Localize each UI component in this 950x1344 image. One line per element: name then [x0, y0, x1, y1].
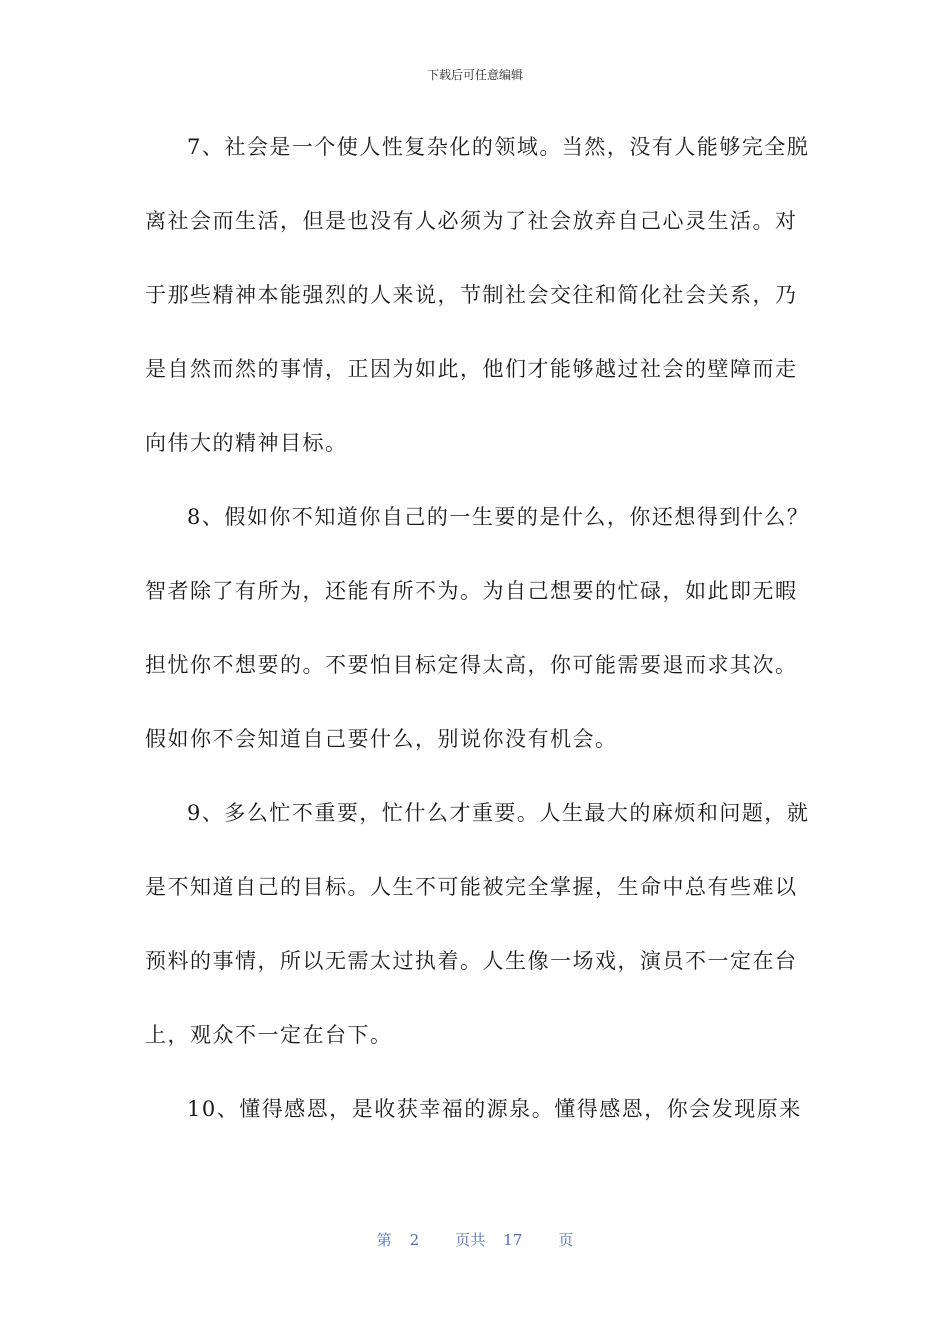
footer-prefix: 第 [376, 1231, 392, 1249]
paragraph-9-line-1: 9、多么忙不重要，忙什么才重要。人生最大的麻烦和问题，就 [187, 801, 810, 825]
paragraph-9-line-4: 上，观众不一定在台下。 [145, 1023, 393, 1047]
paragraph-7-line-2: 离社会而生活，但是也没有人必须为了社会放弃自己心灵生活。对 [145, 209, 798, 233]
footer-middle: 页共 [455, 1231, 486, 1249]
paragraph-10-line-1: 10、懂得感恩，是收获幸福的源泉。懂得感恩，你会发现原来 [187, 1097, 802, 1121]
paragraph-8-line-4: 假如你不会知道自己要什么，别说你没有机会。 [145, 727, 618, 751]
paragraph-7-line-5: 向伟大的精神目标。 [145, 431, 348, 455]
paragraph-9-line-2: 是不知道自己的目标。人生不可能被完全掌握，生命中总有些难以 [145, 875, 798, 899]
total-pages: 17 [503, 1231, 523, 1249]
current-page-number: 2 [409, 1231, 420, 1249]
page-footer [0, 1229, 950, 1250]
paragraph-7-line-1: 7、社会是一个使人性复杂化的领域。当然，没有人能够完全脱 [187, 135, 810, 159]
paragraph-7-line-4: 是自然而然的事情，正因为如此，他们才能够越过社会的壁障而走 [145, 357, 798, 381]
paragraph-8-line-2: 智者除了有所为，还能有所不为。为自己想要的忙碌，如此即无暇 [145, 579, 798, 603]
footer-suffix: 页 [558, 1231, 574, 1249]
header-note: 下载后可任意编辑 [426, 68, 523, 82]
paragraph-9-line-3: 预料的事情，所以无需太过执着。人生像一场戏，演员不一定在台 [145, 949, 798, 973]
paragraph-8-line-3: 担忧你不想要的。不要怕目标定得太高，你可能需要退而求其次。 [145, 653, 798, 677]
paragraph-8-line-1: 8、假如你不知道你自己的一生要的是什么，你还想得到什么？ [187, 505, 810, 529]
paragraph-7-line-3: 于那些精神本能强烈的人来说，节制社会交往和简化社会关系，乃 [145, 283, 798, 307]
